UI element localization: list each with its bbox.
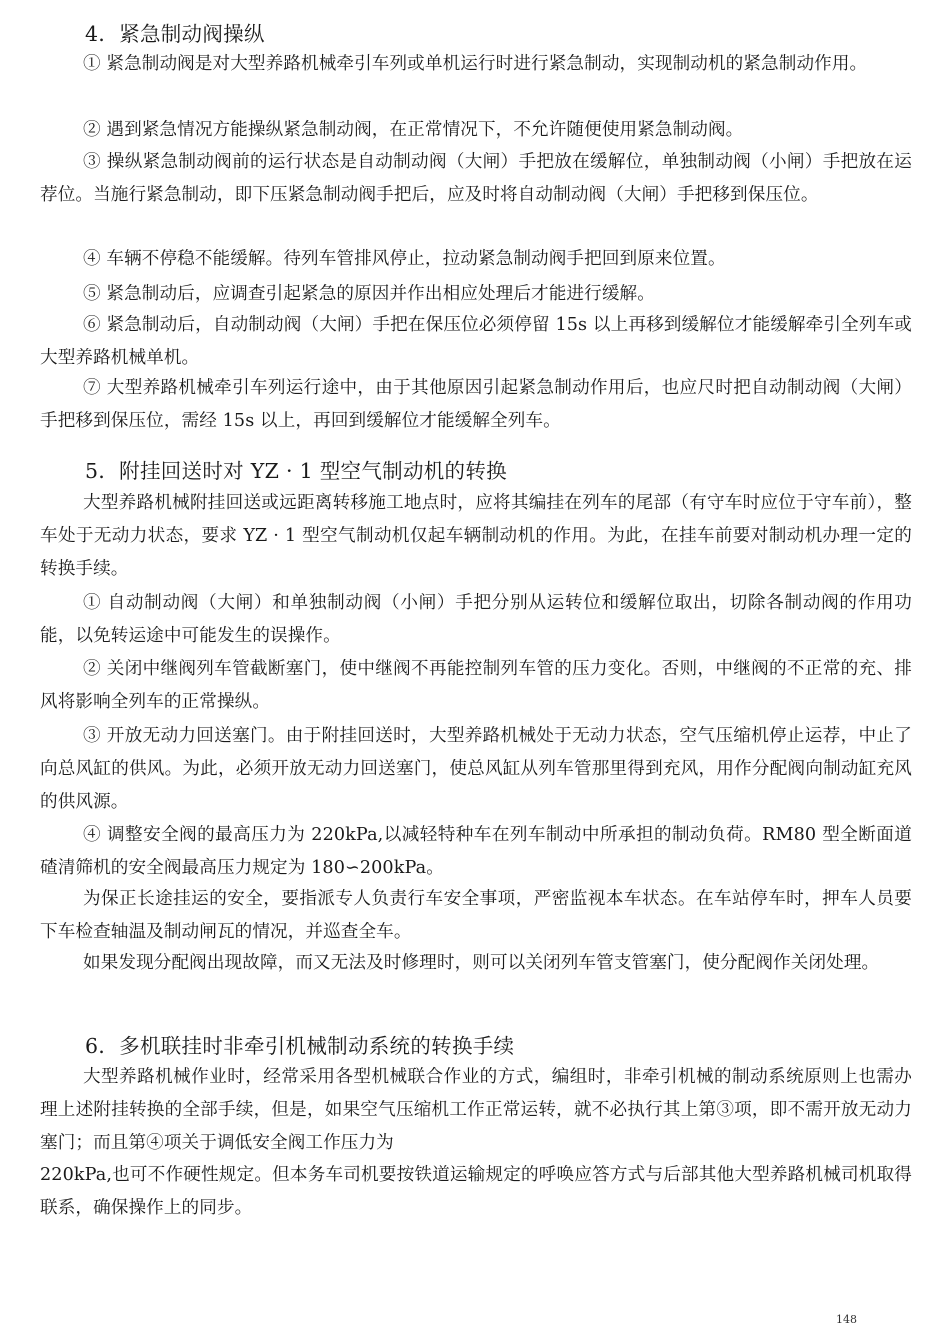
section-5-paragraph-7: 如果发现分配阀出现故障，而又无法及时修理时，则可以关闭列车管支管塞门，使分配阀作关闭处理。 — [83, 953, 880, 973]
section-4-paragraph-3: ③ 操纵紧急制动阀前的运行状态是自动制动阀（大闸）手把放在缓解位，单独制动阀（小闸）手把放在运荐位。当施行紧急制动，即下压紧急制动阀手把后，应及时将自动制动阀（大闸）手把移到保压位。 — [40, 152, 912, 205]
section-4-paragraph-6: ⑥ 紧急制动后，自动制动阀（大闸）手把在保压位必须停留 15s 以上再移到缓解位才能缓解牵引全列车或大型养路机械单机。 — [40, 315, 912, 368]
section-4-paragraph-1: ① 紧急制动阀是对大型养路机械牵引车列或单机运行时进行紧急制动，实现制动机的紧急制动作用。 — [83, 54, 868, 74]
section-4-paragraph-5: ⑤ 紧急制动后，应调查引起紧急的原因并作出相应处理后才能进行缓解。 — [83, 284, 655, 304]
section-4-heading: 4．紧急制动阀操纵 — [85, 22, 265, 46]
section-6-paragraph-1: 大型养路机械作业时，经常采用各型机械联合作业的方式，编组时，非牵引机械的制动系统原则上也需办理上述附挂转换的全部手续，但是，如果空气压缩机工作正常运转，就不必执行其上第③项，即不需开放无动力塞门；而且第④项关于调低安全阀工作压力为 — [40, 1067, 912, 1153]
section-4-paragraph-2: ② 遇到紧急情况方能操纵紧急制动阀，在正常情况下，不允许随便使用紧急制动阀。 — [83, 120, 744, 140]
section-5-paragraph-1: 大型养路机械附挂回送或远距离转移施工地点时，应将其编挂在列车的尾部（有守车时应位于守车前），整车处于无动力状态，要求 YZ · 1 型空气制动机仅起车辆制动机的作用。为此，在挂车前要对制动机办理一定的转换手续。 — [40, 493, 912, 579]
section-5-heading: 5．附挂回送时对 YZ · 1 型空气制动机的转换 — [85, 459, 507, 483]
section-6-paragraph-2: 220kPa,也可不作硬性规定。但本务车司机要按铁道运输规定的呼唤应答方式与后部其他大型养路机械司机取得联系，确保操作上的同步。 — [40, 1165, 912, 1218]
section-5-paragraph-6: 为保正长途挂运的安全，要指派专人负责行车安全事项，严密监视本车状态。在车站停车时，押车人员要下车检查轴温及制动闸瓦的情况，并巡查全车。 — [40, 889, 912, 942]
section-4-paragraph-4: ④ 车辆不停稳不能缓解。待列车管排风停止，拉动紧急制动阀手把回到原来位置。 — [83, 249, 726, 269]
section-5-paragraph-2: ① 自动制动阀（大闸）和单独制动阀（小闸）手把分别从运转位和缓解位取出，切除各制动阀的作用功能，以免转运途中可能发生的误操作。 — [40, 593, 912, 646]
section-5-paragraph-3: ② 关闭中继阀列车管截断塞门，使中继阀不再能控制列车管的压力变化。否则，中继阀的不正常的充、排风将影响全列车的正常操纵。 — [40, 659, 912, 712]
page-number: 148 — [836, 1313, 857, 1326]
section-5-paragraph-4: ③ 开放无动力回送塞门。由于附挂回送时，大型养路机械处于无动力状态，空气压缩机停止运荐，中止了向总风缸的供风。为此，必须开放无动力回送塞门，使总风缸从列车管那里得到充风，用作分配阀向制动缸充风的供风源。 — [40, 726, 912, 812]
section-6-heading: 6．多机联挂时非牵引机械制动系统的转换手续 — [85, 1034, 515, 1058]
section-4-paragraph-7: ⑦ 大型养路机械牵引车列运行途中，由于其他原因引起紧急制动作用后，也应尺时把自动制动阀（大闸）手把移到保压位，需经 15s 以上，再回到缓解位才能缓解全列车。 — [40, 378, 912, 431]
section-5-paragraph-5: ④ 调整安全阀的最高压力为 220kPa,以减轻特种车在列车制动中所承担的制动负荷。RM80 型全断面道碴清筛机的安全阀最高压力规定为 180∽200kPa。 — [40, 825, 912, 878]
